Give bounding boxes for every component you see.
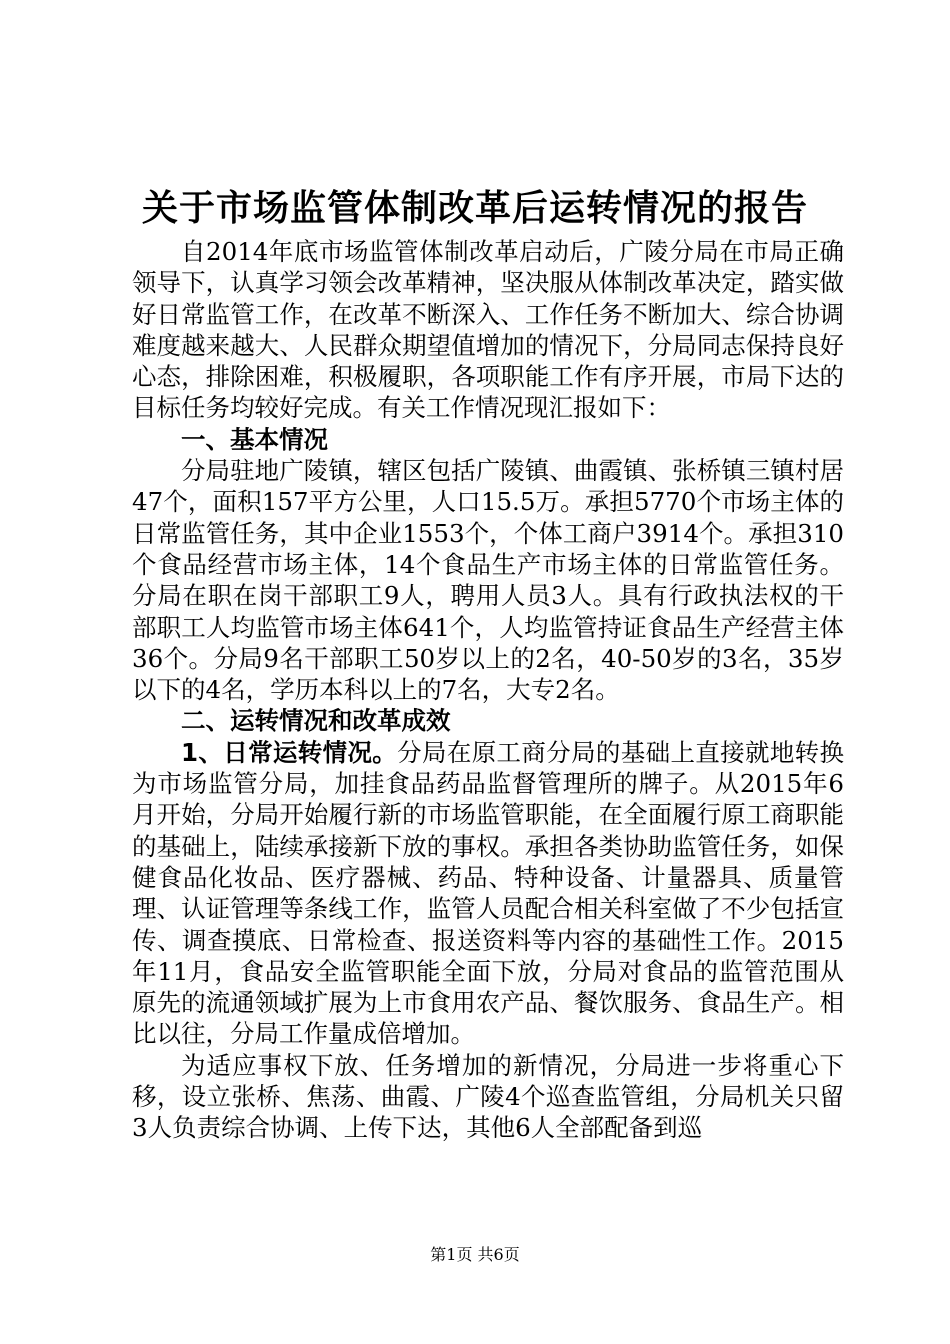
daily-operation-text: 分局在原工商分局的基础上直接就地转换为市场监管分局，加挂食品药品监督管理所的牌子。从2015年6月开始，分局开始履行新的市场监管职能，在全面履行原工商职能的基础上，陆续承接新下放的事权。承担各类协助监管任务，如保健食品化妆品、医疗器械、药品、特种设备、计量器具、质量管理、认证管理等条线工作，监管人员配合相关科室做了不少包括宣传、调查摸底、日常检查、报送资料等内容的基础性工作。2015年11月，食品安全监管职能全面下放，分局对食品的监管范围从原先的流通领域扩展为上市食用农产品、餐饮服务、食品生产。相比以往，分局工作量成倍增加。 [132,737,845,1049]
daily-operation-paragraph [132,737,844,1050]
document-body [132,236,844,1144]
adaptation-paragraph: 为适应事权下放、任务增加的新情况，分局进一步将重心下移，设立张桥、焦荡、曲霞、广陵4个巡查监管组，分局机关只留3人负责综合协调、上传下达，其他6人全部配备到巡 [132,1050,844,1143]
section-heading-operation: 二、运转情况和改革成效 [181,706,451,736]
intro-paragraph: 自2014年底市场监管体制改革启动后，广陵分局在市局正确领导下，认真学习领会改革精神，坚决服从体制改革决定，踏实做好日常监管工作，在改革不断深入、工作任务不断加大、综合协调难度越来越大、人民群众期望值增加的情况下，分局同志保持良好心态，排除困难，积极履职，各项职能工作有序开展，市局下达的目标任务均较好完成。有关工作情况现汇报如下： [132,237,844,423]
basic-info-paragraph: 分局驻地广陵镇，辖区包括广陵镇、曲霞镇、张桥镇三镇村居47个，面积157平方公里，人口15.5万。承担5770个市场主体的日常监管任务，其中企业1553个，个体工商户3914个。承担310个食品经营市场主体，14个食品生产市场主体的日常监管任务。分局在职在岗干部职工9人，聘用人员3人。具有行政执法权的干部职工人均监管市场主体641个，人均监管持证食品生产经营主体36个。分局9名干部职工50岁以上的2名，40-50岁的3名，35岁以下的4名，学历本科以上的7名，大专2名。 [132,456,844,705]
section-heading-basic: 一、基本情况 [181,424,328,454]
document-title: 关于市场监管体制改革后运转情况的报告 [141,187,808,229]
daily-operation-lead: 1、日常运转情况。 [181,737,398,767]
page-number: 第1页 共6页 [430,1245,520,1264]
